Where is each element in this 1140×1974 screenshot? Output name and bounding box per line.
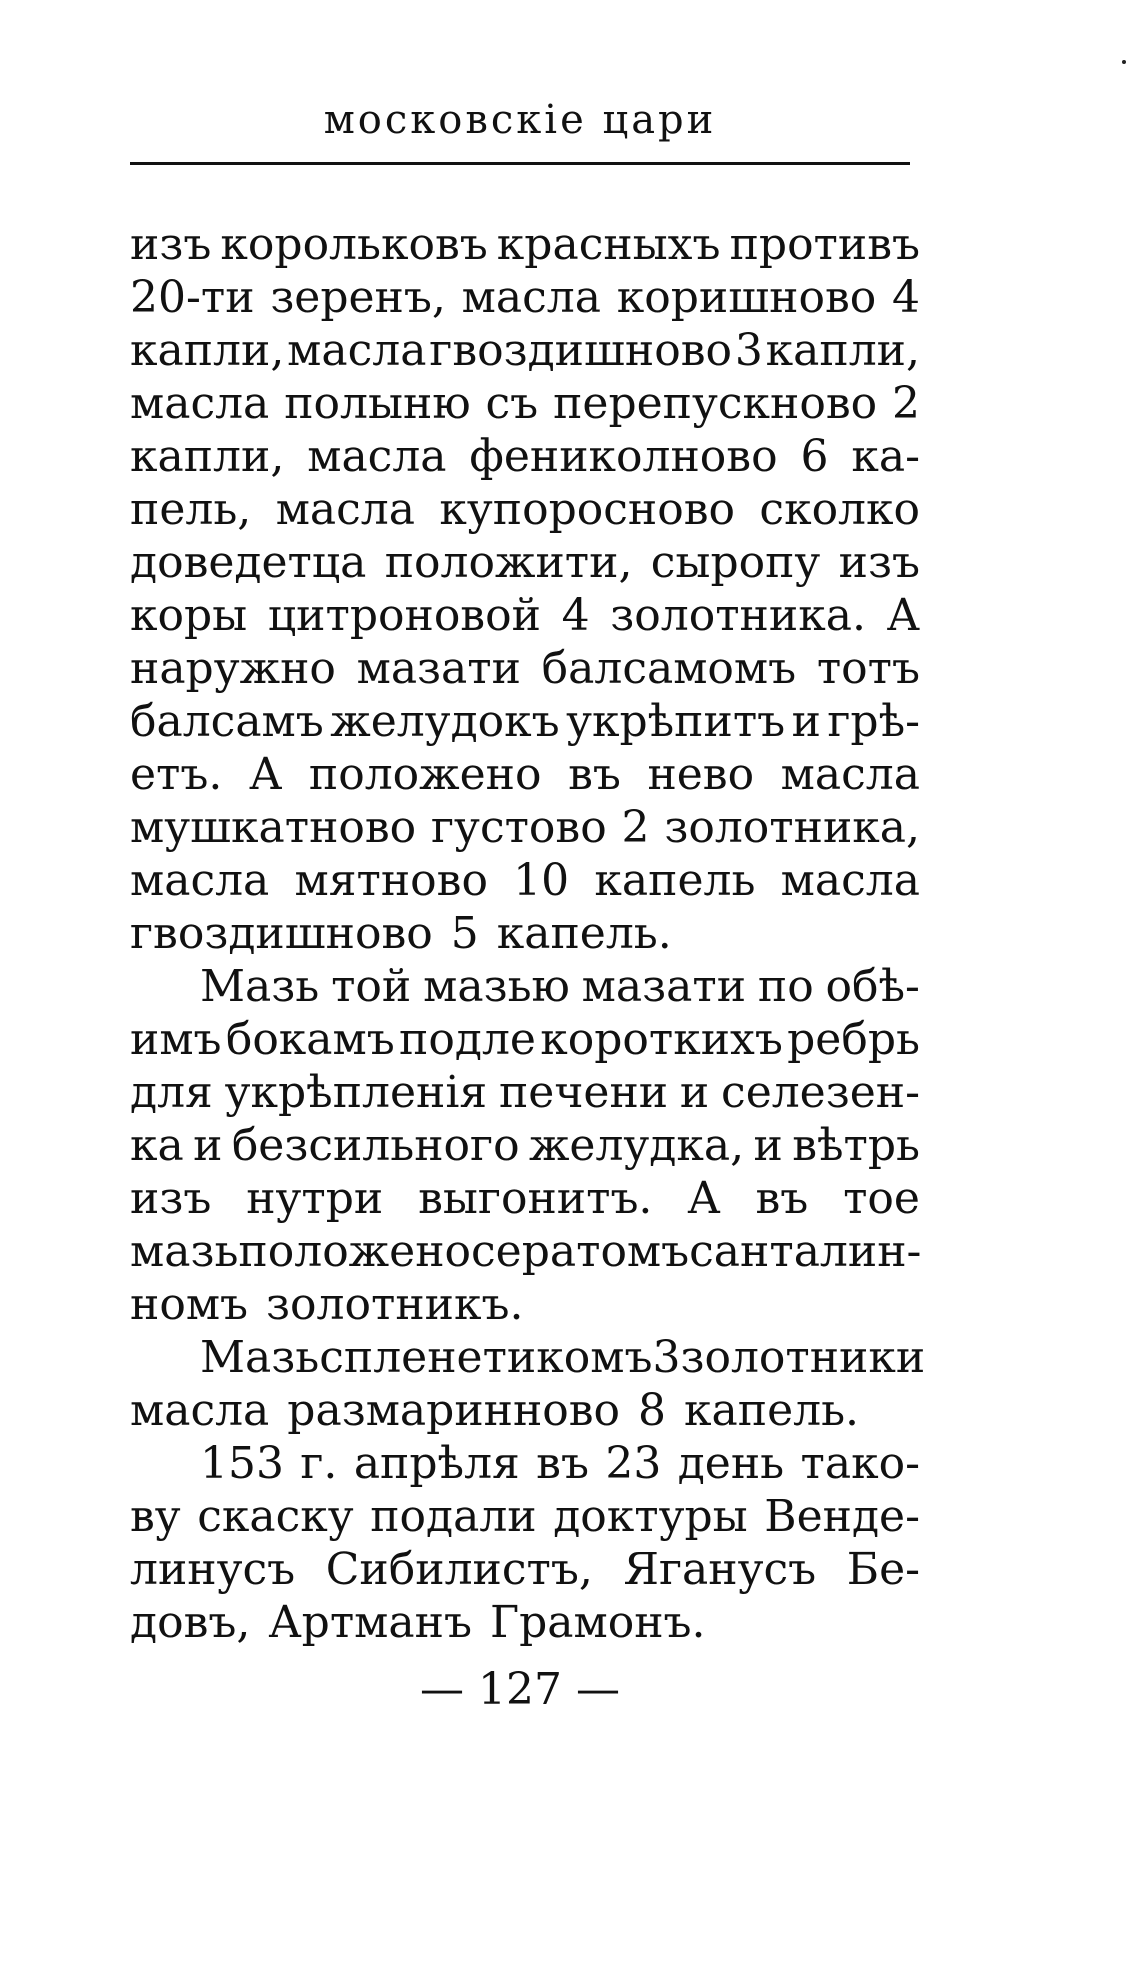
margin-speck xyxy=(1122,60,1126,64)
word: тотъ xyxy=(816,643,920,694)
word: вѣтрь xyxy=(792,1120,920,1171)
word: изъ xyxy=(130,219,212,270)
word: Яганусъ xyxy=(623,1544,817,1595)
word: етъ. xyxy=(130,749,223,800)
page-number: — 127 — xyxy=(420,1664,620,1715)
word: грѣ- xyxy=(827,696,920,747)
word: положено xyxy=(308,749,542,800)
word: нево xyxy=(647,749,755,800)
word: золотника. xyxy=(610,590,866,641)
word: купоросново xyxy=(439,484,735,535)
word: капель. xyxy=(684,1385,860,1436)
word: фениколново xyxy=(469,431,778,482)
word: изъ xyxy=(130,1173,212,1224)
word: обѣ- xyxy=(825,961,920,1012)
word: золотника, xyxy=(664,802,920,853)
word: для xyxy=(130,1067,213,1118)
text-line xyxy=(130,642,920,695)
text-line xyxy=(130,1066,920,1119)
word: и xyxy=(679,1067,710,1118)
word: масла xyxy=(461,272,601,323)
word: довъ, xyxy=(130,1597,251,1648)
word: номъ xyxy=(130,1279,249,1330)
word: день xyxy=(677,1438,785,1489)
text-line xyxy=(130,536,920,589)
header-rule xyxy=(130,162,910,165)
word: тако- xyxy=(800,1438,920,1489)
word: короткихъ xyxy=(540,1014,783,1065)
word: спленетикомъ xyxy=(319,1332,653,1383)
word: 23 xyxy=(605,1438,662,1489)
word: 2 xyxy=(621,802,650,853)
word: масла xyxy=(287,325,427,376)
word: цитроновой xyxy=(267,590,541,641)
word: Мазь xyxy=(200,961,320,1012)
word: 10 xyxy=(513,855,570,906)
word: гвоздишново xyxy=(130,908,433,959)
word: подали xyxy=(370,1491,537,1542)
word: скаску xyxy=(197,1491,354,1542)
word: въ xyxy=(755,1173,809,1224)
word: и xyxy=(193,1120,223,1171)
word: укрѣпитъ xyxy=(566,696,786,747)
word: наружно xyxy=(130,643,336,694)
text-line xyxy=(130,218,920,271)
word: мятново xyxy=(294,855,488,906)
word: корольковъ xyxy=(220,219,488,270)
word: 3 xyxy=(652,1332,681,1383)
word: полыню xyxy=(284,378,471,429)
text-line xyxy=(130,483,920,536)
word: бокамъ xyxy=(225,1014,395,1065)
word: коры xyxy=(130,590,248,641)
word: Артманъ xyxy=(268,1597,472,1648)
word: 5 xyxy=(450,908,479,959)
word: размаринново xyxy=(287,1385,621,1436)
word: гвоздишново xyxy=(429,325,732,376)
word: масла xyxy=(780,855,920,906)
word: пель, xyxy=(130,484,252,535)
word: балсамомъ xyxy=(541,643,797,694)
word: сыропу xyxy=(650,537,821,588)
word: той xyxy=(331,961,412,1012)
word: желудокъ xyxy=(330,696,560,747)
word: мазь xyxy=(130,1226,239,1277)
word: мазью xyxy=(423,961,570,1012)
text-line xyxy=(130,960,920,1013)
text-line xyxy=(130,1543,920,1596)
word: желудка, xyxy=(528,1120,745,1171)
text-line xyxy=(130,1119,920,1172)
text-line xyxy=(130,1490,920,1543)
word: масла xyxy=(307,431,447,482)
word: положити, xyxy=(384,537,633,588)
word: мазати xyxy=(581,961,747,1012)
word: золотники xyxy=(680,1332,926,1383)
word: ка- xyxy=(851,431,920,482)
word: капли, xyxy=(765,325,920,376)
word: укрѣпленія xyxy=(224,1067,488,1118)
text-line xyxy=(130,589,920,642)
word: г. xyxy=(300,1438,338,1489)
word: А xyxy=(886,590,920,641)
text-line xyxy=(130,1331,926,1384)
word: красныхъ xyxy=(496,219,721,270)
text-line xyxy=(130,801,920,854)
word: безсильного xyxy=(231,1120,520,1171)
word: 20-ти xyxy=(130,272,255,323)
word: сколко xyxy=(759,484,920,535)
word: подле xyxy=(399,1014,536,1065)
word: 4 xyxy=(561,590,590,641)
word: противъ xyxy=(729,219,920,270)
word: капель. xyxy=(496,908,672,959)
word: капель xyxy=(594,855,756,906)
word: 2 xyxy=(892,378,920,429)
word: ву xyxy=(130,1491,181,1542)
text-line xyxy=(130,1013,920,1066)
word: масла xyxy=(780,749,920,800)
word: золотникъ. xyxy=(266,1279,524,1330)
word: съ xyxy=(485,378,539,429)
text-line xyxy=(130,695,920,748)
word: масла xyxy=(275,484,415,535)
text-line xyxy=(130,1172,920,1225)
word: 4 xyxy=(891,272,920,323)
word: Бе- xyxy=(846,1544,920,1595)
running-head: московскіе цари xyxy=(323,97,717,143)
text-line xyxy=(130,324,920,377)
word: капли, xyxy=(130,431,285,482)
word: сератомъ xyxy=(471,1226,690,1277)
text-line xyxy=(130,1278,920,1331)
word: масла xyxy=(130,378,270,429)
word: доктуры xyxy=(553,1491,748,1542)
word: санталин- xyxy=(689,1226,922,1277)
word: Мазь xyxy=(200,1332,320,1383)
word: печени xyxy=(498,1067,669,1118)
word: 3 xyxy=(734,325,763,376)
word: густово xyxy=(431,802,607,853)
word: зеренъ, xyxy=(270,272,446,323)
text-line xyxy=(130,430,920,483)
text-line xyxy=(130,377,920,430)
word: Грамонъ. xyxy=(489,1597,706,1648)
word: мушкатново xyxy=(130,802,417,853)
word: выгонитъ. xyxy=(418,1173,653,1224)
word: 153 xyxy=(200,1438,284,1489)
word: селезен- xyxy=(721,1067,920,1118)
text-line xyxy=(130,854,920,907)
word: коришново xyxy=(616,272,877,323)
text-line xyxy=(130,1384,920,1437)
word: Сибилистъ, xyxy=(325,1544,593,1595)
word: 6 xyxy=(800,431,829,482)
word: апрѣля xyxy=(353,1438,520,1489)
body-text xyxy=(130,218,926,1649)
word: капли, xyxy=(130,325,285,376)
text-line xyxy=(130,748,920,801)
word: ребрь xyxy=(787,1014,920,1065)
word: въ xyxy=(536,1438,589,1489)
word: перепускново xyxy=(553,378,878,429)
text-line xyxy=(130,1225,920,1278)
word: А xyxy=(248,749,283,800)
text-line xyxy=(130,1596,920,1649)
word: А xyxy=(687,1173,721,1224)
word: Венде- xyxy=(764,1491,920,1542)
word: и xyxy=(753,1120,783,1171)
text-line xyxy=(130,271,920,324)
word: положено xyxy=(238,1226,472,1277)
word: тое xyxy=(843,1173,920,1224)
word: доведетца xyxy=(130,537,367,588)
word: масла xyxy=(130,855,270,906)
word: масла xyxy=(130,1385,270,1436)
word: линусъ xyxy=(130,1544,296,1595)
word: въ xyxy=(568,749,621,800)
word: балсамъ xyxy=(130,696,324,747)
word: по xyxy=(757,961,814,1012)
text-line xyxy=(130,907,920,960)
word: и xyxy=(791,696,821,747)
word: нутри xyxy=(246,1173,384,1224)
word: ка xyxy=(130,1120,184,1171)
text-line xyxy=(130,1437,920,1490)
word: изъ xyxy=(838,537,920,588)
word: имъ xyxy=(130,1014,222,1065)
word: 8 xyxy=(638,1385,667,1436)
word: мазати xyxy=(356,643,521,694)
